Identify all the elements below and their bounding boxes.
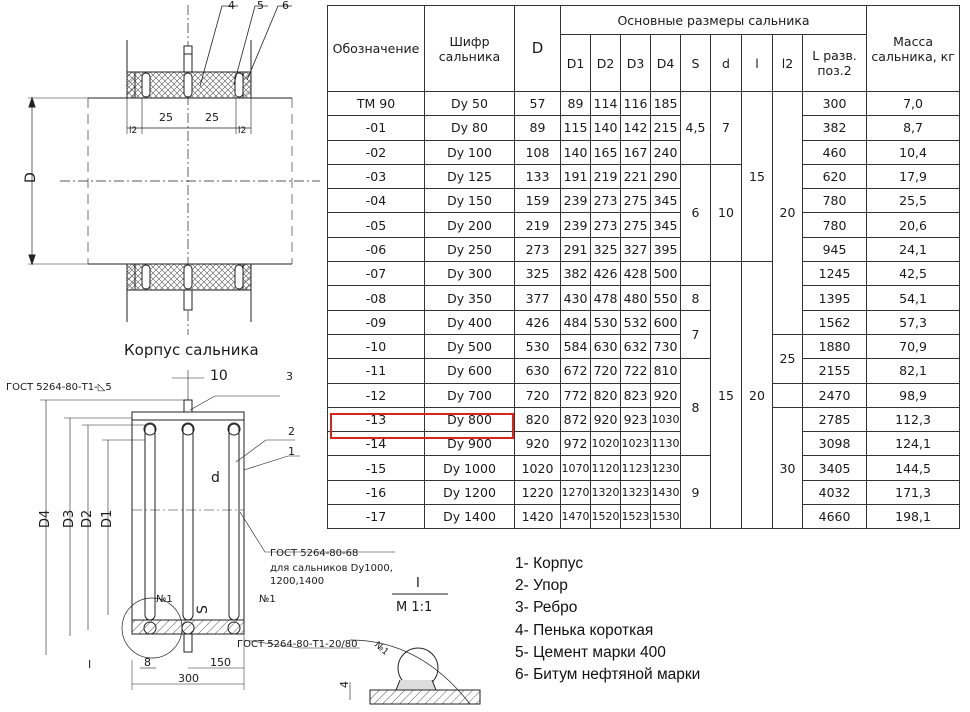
dim-D4: D4 [38,509,53,528]
cell-L: 460 [803,140,867,164]
cell-D1: 239 [561,189,591,213]
cell-D1: 89 [561,92,591,116]
cell-D1: 291 [561,237,591,261]
cell-mass: 42,5 [867,262,960,286]
cell-cipher: Dy 600 [425,359,515,383]
cell-D3: 480 [621,286,651,310]
cell-D4: 1530 [651,505,681,529]
cell-D: 133 [515,164,561,188]
cell-D4: 1430 [651,480,681,504]
cell-mass: 20,6 [867,213,960,237]
dim-d: d [211,470,220,486]
cell-D2: 530 [591,310,621,334]
cell-l2-merged: 25 [773,334,803,383]
cell-cipher: Dy 250 [425,237,515,261]
cell-mass: 112,3 [867,407,960,431]
dim-25-left: 25 [159,111,173,124]
cell-mass: 10,4 [867,140,960,164]
cell-L: 620 [803,164,867,188]
cell-D: 530 [515,334,561,358]
cell-mass: 8,7 [867,116,960,140]
cell-D2: 426 [591,262,621,286]
cell-D4: 1130 [651,432,681,456]
cell-L: 1880 [803,334,867,358]
cell-mass: 98,9 [867,383,960,407]
dim-l2-left: l2 [129,126,138,136]
cell-cipher: Dy 125 [425,164,515,188]
cell-D2: 325 [591,237,621,261]
weld-mark-right: №1 [259,594,276,605]
callout-6: 6 [282,0,289,12]
detail-mark-I: I [88,658,92,671]
top-section-drawing [28,5,320,335]
header-D3: D3 [621,35,651,92]
cell-mass: 198,1 [867,505,960,529]
cell-mass: 124,1 [867,432,960,456]
cell-L: 300 [803,92,867,116]
cell-D4: 215 [651,116,681,140]
cell-cipher: Dy 100 [425,140,515,164]
gost-weld-bottom: ГОСТ 5264-80-Т1-20/80 [237,639,358,650]
cell-L: 2155 [803,359,867,383]
cell-L: 4032 [803,480,867,504]
cell-cipher: Dy 900 [425,432,515,456]
cell-designation: -04 [328,189,425,213]
cell-L: 780 [803,189,867,213]
cell-D1: 972 [561,432,591,456]
header-D: D [515,6,561,92]
table-row [328,432,960,456]
cell-D1: 430 [561,286,591,310]
cell-cipher: Dy 50 [425,92,515,116]
dim-8: 8 [144,656,151,669]
cell-designation: -05 [328,213,425,237]
cell-D3: 722 [621,359,651,383]
detail-I-title: I [416,576,420,591]
cell-designation: ТМ 90 [328,92,425,116]
table-row-highlighted [328,407,960,431]
cell-designation: -06 [328,237,425,261]
table-row [328,237,960,261]
legend-item: 3- Ребро [515,599,578,617]
table-row [328,92,960,116]
header-d: d [711,35,742,92]
cell-mass: 17,9 [867,164,960,188]
header-D2: D2 [591,35,621,92]
cell-designation: -10 [328,334,425,358]
header-D1: D1 [561,35,591,92]
cell-D2: 165 [591,140,621,164]
cell-S-merged: 8 [681,286,711,310]
cell-cipher: Dy 500 [425,334,515,358]
cell-cipher: Dy 1400 [425,505,515,529]
cell-D2: 920 [591,407,621,431]
gost-weld-top: ГОСТ 5264-80-Т1-◺5 [6,382,112,393]
cell-D4: 185 [651,92,681,116]
cell-D3: 142 [621,116,651,140]
cell-D4: 345 [651,213,681,237]
body-caption: Корпус сальника [124,341,259,359]
header-cipher: Шифр сальника [425,6,515,92]
cell-d-merged: 15 [711,262,742,529]
cell-D: 920 [515,432,561,456]
cell-D3: 532 [621,310,651,334]
cell-D1: 382 [561,262,591,286]
legend-item: 5- Цемент марки 400 [515,643,666,661]
cell-L: 4660 [803,505,867,529]
cell-D1: 191 [561,164,591,188]
cell-D3: 275 [621,213,651,237]
cell-D2: 219 [591,164,621,188]
cell-D: 820 [515,407,561,431]
callout-3: 3 [286,370,293,383]
cell-D: 89 [515,116,561,140]
table-row [328,505,960,529]
cell-D1: 239 [561,213,591,237]
cell-D4: 810 [651,359,681,383]
table-row [328,189,960,213]
cell-designation: -17 [328,505,425,529]
cell-D: 273 [515,237,561,261]
cell-l2-merged: 30 [773,407,803,528]
weld-mark-left: №1 [156,594,173,605]
gost-note-line-2: для сальников Dy1000, [270,563,393,574]
header-l2: l2 [773,35,803,92]
cell-mass: 54,1 [867,286,960,310]
cell-D4: 730 [651,334,681,358]
table-row [328,164,960,188]
cell-designation: -07 [328,262,425,286]
cell-designation: -01 [328,116,425,140]
cell-D1: 672 [561,359,591,383]
cell-D3: 1123 [621,456,651,480]
cell-cipher: Dy 1000 [425,456,515,480]
cell-D: 1220 [515,480,561,504]
legend-item: 1- Корпус [515,555,584,572]
cell-D2: 820 [591,383,621,407]
header-l: l [742,35,773,92]
header-mass: Масса сальника, кг [867,6,960,92]
cell-L: 1395 [803,286,867,310]
cell-D1: 1470 [561,505,591,529]
cell-cipher: Dy 150 [425,189,515,213]
cell-D4: 1030 [651,407,681,431]
cell-L: 2470 [803,383,867,407]
cell-cipher: Dy 1200 [425,480,515,504]
legend-item: 6- Битум нефтяной марки [515,666,701,684]
cell-D3: 823 [621,383,651,407]
cell-D4: 1230 [651,456,681,480]
cell-mass: 70,9 [867,334,960,358]
gost-note-line-1: ГОСТ 5264-80-68 [270,548,359,559]
dim-l2-right: l2 [238,126,247,136]
cell-D4: 500 [651,262,681,286]
cell-designation: -09 [328,310,425,334]
cell-D: 57 [515,92,561,116]
detail-dim-4: 4 [338,681,351,688]
cell-D1: 772 [561,383,591,407]
cell-D3: 1023 [621,432,651,456]
cell-d-merged: 7 [711,92,742,165]
cell-D4: 290 [651,164,681,188]
cell-d-merged: 10 [711,164,742,261]
table-row [328,116,960,140]
callout-5: 5 [257,0,264,12]
cell-D: 630 [515,359,561,383]
cell-D4: 345 [651,189,681,213]
parts-legend [515,553,700,686]
cell-mass: 82,1 [867,359,960,383]
cell-D3: 221 [621,164,651,188]
cell-cipher: Dy 300 [425,262,515,286]
cell-l2-merged: 20 [773,92,803,335]
header-L: L разв. поз.2 [803,35,867,92]
cell-cipher: Dy 80 [425,116,515,140]
cell-D: 159 [515,189,561,213]
detail-weld-mark: №1 [372,640,391,658]
cell-D3: 923 [621,407,651,431]
cell-L: 2785 [803,407,867,431]
cell-D2: 140 [591,116,621,140]
dim-D2: D2 [80,509,95,528]
cell-L: 3098 [803,432,867,456]
cell-L: 382 [803,116,867,140]
cell-D3: 167 [621,140,651,164]
cell-mass: 144,5 [867,456,960,480]
table-row [328,480,960,504]
table-row [328,359,960,383]
cell-designation: -14 [328,432,425,456]
cell-D2: 114 [591,92,621,116]
dim-25-right: 25 [205,111,219,124]
callout-4: 4 [228,0,235,12]
cell-S-merged: 4,5 [681,92,711,165]
cell-l-merged: 20 [742,262,773,529]
cell-mass: 7,0 [867,92,960,116]
cell-D4: 240 [651,140,681,164]
cell-D: 108 [515,140,561,164]
cell-designation: -02 [328,140,425,164]
table-row [328,140,960,164]
detail-scale: M 1:1 [396,600,433,615]
cell-D1: 115 [561,116,591,140]
cell-designation: -16 [328,480,425,504]
cell-cipher: Dy 700 [425,383,515,407]
cell-D4: 395 [651,237,681,261]
cell-S-merged: 7 [681,310,711,359]
cell-designation: -15 [328,456,425,480]
cell-designation: -13 [328,407,425,431]
cell-designation: -11 [328,359,425,383]
cell-S-merged: 8 [681,359,711,456]
cell-D2: 273 [591,213,621,237]
cell-D: 325 [515,262,561,286]
cell-D2: 1320 [591,480,621,504]
cell-L: 780 [803,213,867,237]
cell-D1: 1070 [561,456,591,480]
cell-designation: -03 [328,164,425,188]
cell-D3: 632 [621,334,651,358]
cell-L: 1562 [803,310,867,334]
cell-D1: 1270 [561,480,591,504]
cell-L: 3405 [803,456,867,480]
cell-D1: 484 [561,310,591,334]
cell-designation: -08 [328,286,425,310]
cell-S-merged: 6 [681,164,711,261]
cell-L: 945 [803,237,867,261]
cell-mass: 25,5 [867,189,960,213]
cell-D3: 1323 [621,480,651,504]
cell-cipher: Dy 350 [425,286,515,310]
cell-S-empty [681,262,711,286]
dim-D3: D3 [62,509,77,528]
cell-mass: 171,3 [867,480,960,504]
cell-D2: 1020 [591,432,621,456]
table-row [328,286,960,310]
callout-2: 2 [288,425,295,438]
cell-D: 426 [515,310,561,334]
legend-item: 2- Упор [515,577,568,595]
cell-D3: 275 [621,189,651,213]
cell-cipher: Dy 200 [425,213,515,237]
gost-note-line-3: 1200,1400 [270,576,325,587]
table-row [328,310,960,334]
legend-item: 4- Пенька короткая [515,621,654,639]
cell-cipher: Dy 800 [425,407,515,431]
cell-D3: 428 [621,262,651,286]
cell-L: 1245 [803,262,867,286]
dim-S: S [195,605,211,614]
dim-D-label: D [23,172,39,183]
cell-designation: -12 [328,383,425,407]
table-row [328,262,960,286]
header-S: S [681,35,711,92]
cell-D2: 273 [591,189,621,213]
header-designation: Обозначение [328,6,425,92]
cell-D2: 1520 [591,505,621,529]
cell-mass: 57,3 [867,310,960,334]
cell-D: 720 [515,383,561,407]
cell-l2-empty [773,383,803,407]
dim-150: 150 [210,656,231,669]
cell-D4: 550 [651,286,681,310]
cell-D4: 920 [651,383,681,407]
cell-mass: 24,1 [867,237,960,261]
cell-D1: 584 [561,334,591,358]
cell-D1: 872 [561,407,591,431]
table-row [328,456,960,480]
dim-300: 300 [178,672,199,685]
cell-D3: 116 [621,92,651,116]
cell-D3: 1523 [621,505,651,529]
cell-D: 1420 [515,505,561,529]
cell-D3: 327 [621,237,651,261]
cell-D2: 1120 [591,456,621,480]
cell-D1: 140 [561,140,591,164]
table-row [328,213,960,237]
cell-D2: 478 [591,286,621,310]
table-row [328,334,960,358]
dim-10: 10 [210,368,228,384]
cell-D: 219 [515,213,561,237]
cell-D2: 630 [591,334,621,358]
cell-D: 1020 [515,456,561,480]
gland-dimensions-table [327,5,960,529]
cell-S-merged: 9 [681,456,711,529]
cell-l-merged: 15 [742,92,773,262]
cell-D2: 720 [591,359,621,383]
cell-cipher: Dy 400 [425,310,515,334]
header-D4: D4 [651,35,681,92]
table-row [328,383,960,407]
dim-D1: D1 [100,509,115,528]
cell-D: 377 [515,286,561,310]
callout-1: 1 [288,445,295,458]
header-main-dimensions: Основные размеры сальника [561,6,867,35]
cell-D4: 600 [651,310,681,334]
